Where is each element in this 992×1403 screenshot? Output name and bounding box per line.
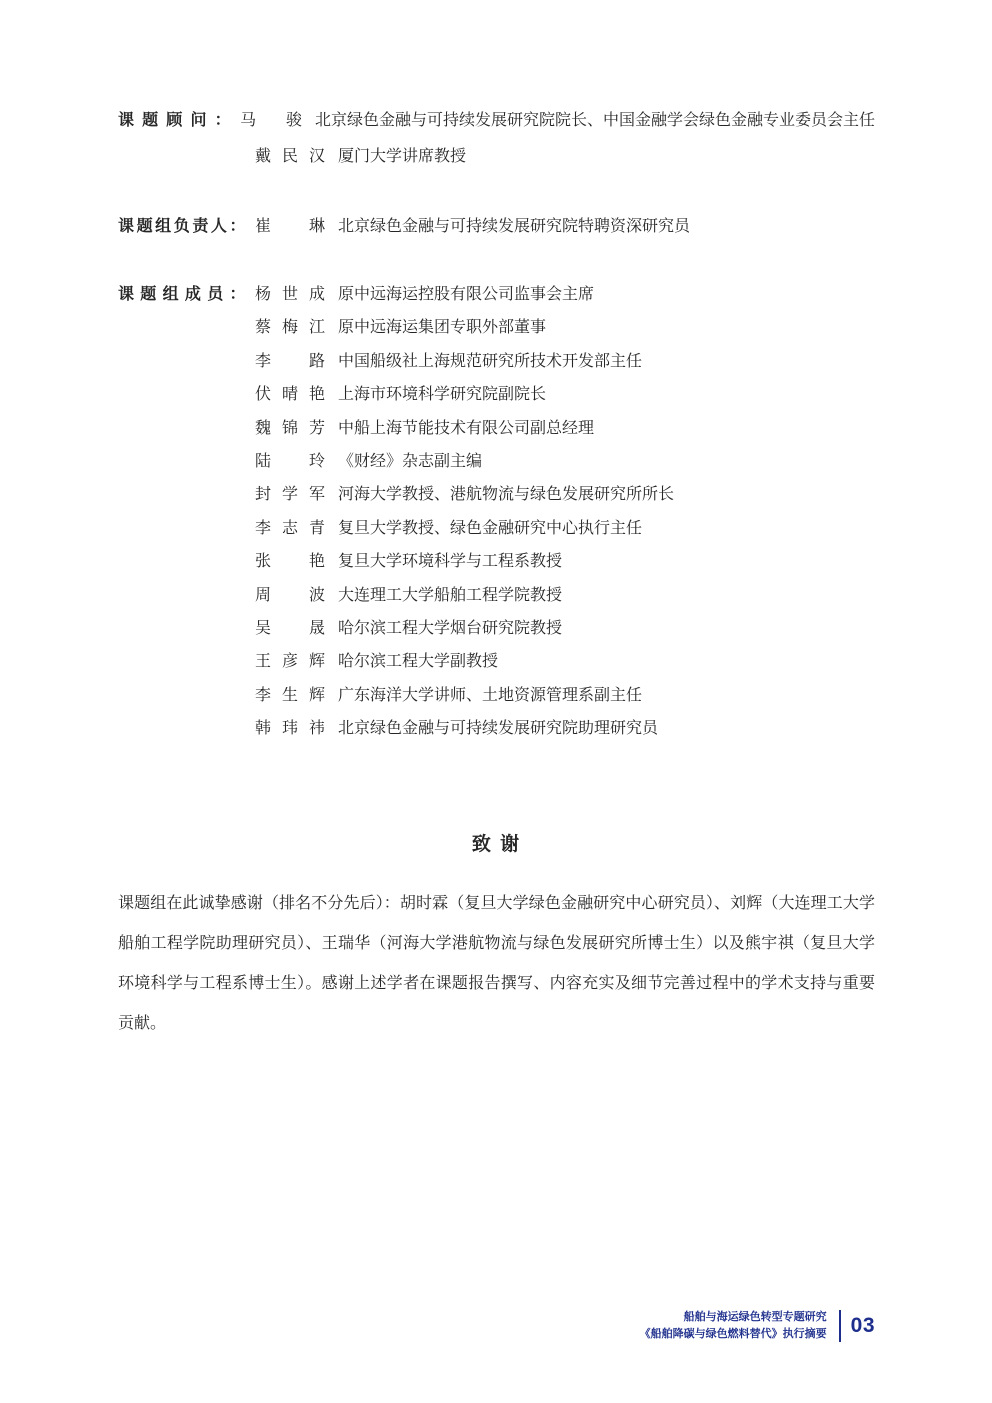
member-name: 封学军 [255, 486, 325, 504]
member-name: 李生辉 [255, 686, 325, 704]
credit-row [118, 311, 875, 344]
acknowledgement-title: 致 谢 [471, 833, 522, 855]
credit-row [118, 139, 875, 175]
credit-row [118, 445, 875, 478]
credit-row [118, 579, 875, 612]
member-name: 李志青 [255, 519, 325, 537]
footer-divider [839, 1310, 841, 1342]
member-role: 河海大学教授、港航物流与绿色发展研究所所长 [338, 486, 675, 504]
credit-section-label [118, 679, 246, 712]
credit-row [118, 645, 875, 678]
member-name: 陆玲 [255, 453, 325, 471]
member-name: 王彦辉 [255, 653, 325, 671]
member-name: 李路 [255, 352, 325, 370]
credit-row [118, 103, 875, 139]
member-role: 哈尔滨工程大学烟台研究院教授 [338, 620, 563, 638]
member-role: 北京绿色金融与可持续发展研究院院长、中国金融学会绿色金融专业委员会主任 [314, 112, 875, 129]
member-role: 复旦大学环境科学与工程系教授 [338, 553, 563, 571]
credit-row [118, 545, 875, 578]
credits [118, 103, 875, 746]
member-role: 《财经》杂志副主编 [338, 453, 483, 471]
member-role: 广东海洋大学讲师、土地资源管理系副主任 [338, 686, 643, 704]
member-name: 韩玮祎 [255, 720, 325, 738]
member-name: 杨世成 [255, 286, 325, 303]
member-name: 崔琳 [255, 218, 325, 235]
credit-section-label [118, 311, 246, 344]
credit-row [118, 612, 875, 645]
credit-row [118, 412, 875, 445]
footer-line1: 船舶与海运绿色转型专题研究 [683, 1311, 827, 1323]
member-name: 蔡梅江 [255, 319, 325, 337]
footer-line2: 《船舶降碳与绿色燃料替代》执行摘要 [639, 1328, 827, 1340]
credit-section-label [118, 378, 246, 411]
member-role: 原中远海运控股有限公司监事会主席 [338, 286, 595, 303]
credit-section-label [118, 645, 246, 678]
credit-section-label [118, 445, 246, 478]
credit-section-label [118, 612, 246, 645]
member-name: 吴晟 [255, 620, 325, 638]
member-role: 上海市环境科学研究院副院长 [338, 386, 547, 404]
credit-row [118, 345, 875, 378]
member-name: 伏晴艳 [255, 386, 325, 404]
credit-row [118, 712, 875, 745]
member-role: 中船上海节能技术有限公司副总经理 [338, 419, 595, 437]
credit-row [118, 209, 875, 245]
member-role: 复旦大学教授、绿色金融研究中心执行主任 [338, 519, 643, 537]
credit-section-label [118, 545, 246, 578]
credit-section-label: 课题组负责人： [118, 218, 246, 235]
footer-report-title [640, 1309, 827, 1343]
credit-section-label [118, 412, 246, 445]
credit-section-label [118, 712, 246, 745]
member-role: 大连理工大学船舶工程学院教授 [338, 586, 563, 604]
credit-section-label [118, 139, 246, 175]
member-role: 厦门大学讲席教授 [338, 148, 467, 165]
credit-row [118, 378, 875, 411]
credit-section-members [118, 278, 875, 746]
member-role: 北京绿色金融与可持续发展研究院特聘资深研究员 [338, 218, 691, 235]
credit-row [118, 478, 875, 511]
credit-section-label [118, 478, 246, 511]
credit-section-label [118, 345, 246, 378]
credit-section-label: 课题组成员： [118, 286, 246, 303]
member-name: 周波 [255, 586, 325, 604]
member-role: 北京绿色金融与可持续发展研究院助理研究员 [338, 720, 659, 738]
acknowledgement-body: 课题组在此诚挚感谢（排名不分先后）：胡时霖（复旦大学绿色金融研究中心研究员）、刘辉（大连理工大学船舶工程学院助理研究员）、王瑞华（河海大学港航物流与绿色发展研究所博士生）以及熊宇祺（复旦大学环境科学与工程系博士生）。感谢上述学者在课题报告撰写、内容充实及细节完善过程中的学术支持与重要贡献。 [118, 894, 875, 1032]
credit-row [118, 512, 875, 545]
credit-section-label: 课题顾问： [118, 112, 232, 129]
credit-section-advisors [118, 103, 875, 175]
credit-section-label [118, 579, 246, 612]
member-role: 哈尔滨工程大学副教授 [338, 653, 499, 671]
credit-row [118, 679, 875, 712]
member-name: 戴民汉 [255, 148, 325, 165]
footer [640, 1309, 875, 1343]
member-name: 张艳 [255, 553, 325, 571]
credit-section-leader [118, 209, 875, 245]
credit-row [118, 278, 875, 311]
member-name: 马骏 [240, 112, 302, 129]
member-role: 原中远海运集团专职外部董事 [338, 319, 547, 337]
member-name: 魏锦芳 [255, 419, 325, 437]
member-role: 中国船级社上海规范研究所技术开发部主任 [338, 352, 643, 370]
credit-section-label [118, 512, 246, 545]
page-number: 03 [850, 1314, 875, 1337]
page-content [118, 0, 875, 1044]
